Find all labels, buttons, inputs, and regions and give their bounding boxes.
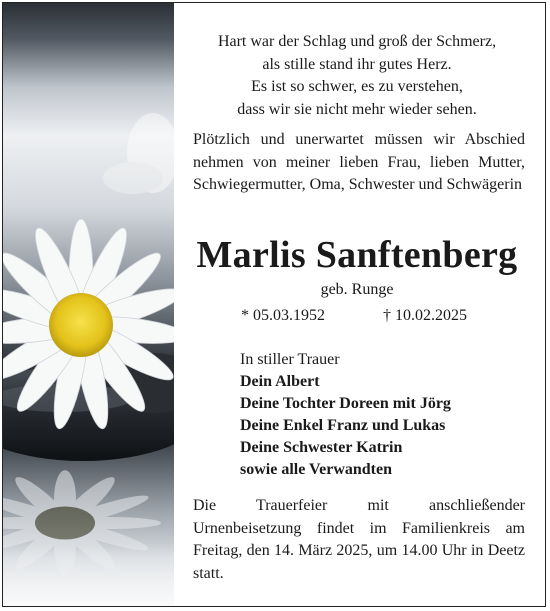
poem (189, 31, 525, 121)
obituary-text (189, 3, 525, 606)
obituary-notice (2, 2, 546, 607)
funeral-notice: Die Trauerfeier mit anschließender Urnenbeisetzung findet im Familienkreis am Freitag, den 14. März 2025, um 14.00 Uhr in Deetz statt. (193, 497, 525, 582)
daisy-photo (3, 3, 174, 606)
intro-text: Plötzlich und unerwartet müssen wir Abschied nehmen von meiner lieben Frau, lieben Mutter, Schwiegermutter, Oma, Schwester und Schwägerin (193, 131, 525, 193)
daisy-illustration (3, 3, 174, 606)
poem-line: Hart war der Schlag und groß der Schmerz, (217, 33, 497, 50)
maiden-name: geb. Runge (320, 281, 394, 298)
blurred-daisy (103, 113, 174, 194)
poem-line: dass wir sie nicht mehr wieder sehen. (237, 100, 477, 118)
mourner-line: Dein Albert (240, 373, 320, 390)
mourner-line: Deine Tochter Doreen mit Jörg (240, 395, 451, 412)
mourners-block (240, 349, 451, 481)
deceased-name: Marlis Sanftenberg (196, 234, 518, 276)
poem-line: Es ist so schwer, es zu verstehen, (251, 78, 463, 95)
birth-date: * 05.03.1952 (241, 307, 325, 324)
death-date: † 10.02.2025 (383, 307, 467, 324)
poem-line: als stille stand ihr gutes Herz. (262, 55, 452, 73)
mourning-heading: In stiller Trauer (240, 351, 340, 368)
mourner-line: Deine Enkel Franz und Lukas (240, 417, 446, 434)
mourner-line: Deine Schwester Katrin (240, 439, 403, 456)
mourner-line: sowie alle Verwandten (240, 461, 392, 478)
